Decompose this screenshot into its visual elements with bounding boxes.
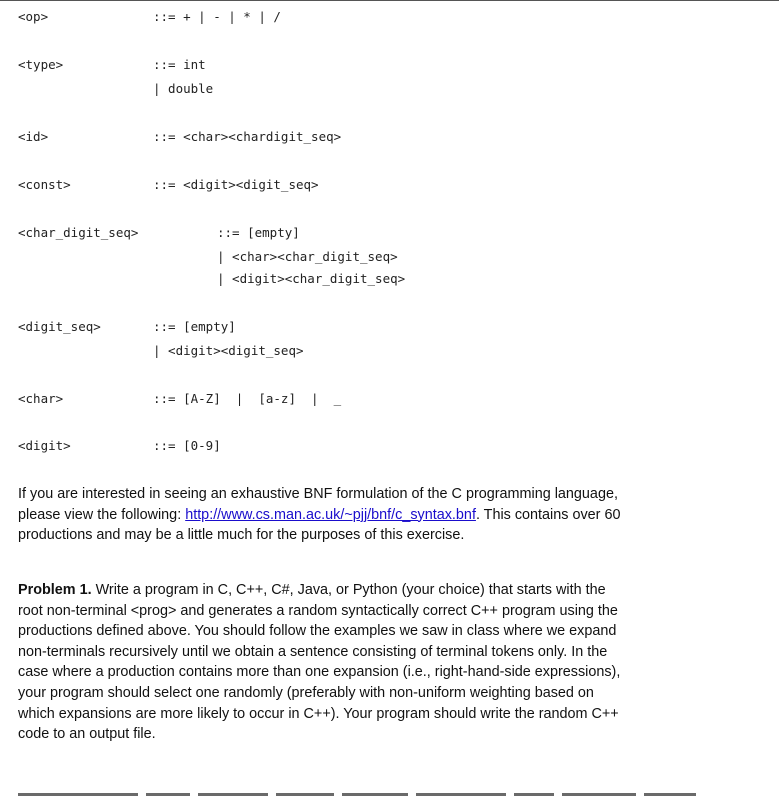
grammar-type-rhs-2: | double [153, 81, 214, 96]
top-border [0, 0, 779, 1]
grammar-char-lhs: <char> [18, 391, 64, 406]
bnf-syntax-link[interactable]: http://www.cs.man.ac.uk/~pjj/bnf/c_syntax.bnf [185, 506, 476, 523]
grammar-op-lhs: <op> [18, 9, 49, 24]
info-line-3: productions and may be a little much for the purposes of this exercise. [18, 527, 465, 544]
problem-paragraph [18, 580, 768, 745]
problem-line-4: non-terminals recursively until we obtain a sentence consisting of terminal tokens only. In the [18, 643, 608, 660]
grammar-digit-seq-rhs-2: | <digit><digit_seq> [153, 343, 304, 358]
grammar-const-lhs: <const> [18, 177, 71, 192]
grammar-const-rhs: ::= <digit><digit_seq> [153, 177, 319, 192]
grammar-id-lhs: <id> [18, 129, 49, 144]
problem-heading: Problem 1. [18, 582, 92, 598]
grammar-char-digit-seq-rhs-1: ::= [empty] [217, 225, 300, 240]
grammar-type-lhs: <type> [18, 57, 64, 72]
grammar-op-rhs: ::= + | - | * | / [153, 9, 281, 24]
grammar-digit-seq-lhs: <digit_seq> [18, 319, 101, 334]
grammar-digit-lhs: <digit> [18, 438, 71, 453]
grammar-char-rhs: ::= [A-Z] | [a-z] | _ [153, 391, 342, 406]
info-line-1: If you are interested in seeing an exhaustive BNF formulation of the C programming language, [18, 486, 618, 502]
cut-off-text-line [18, 783, 768, 797]
grammar-char-digit-seq-rhs-2: | <char><char_digit_seq> [217, 249, 398, 264]
problem-line-6: your program should select one randomly (preferably with non-uniform weighting based on [18, 684, 594, 701]
grammar-char-digit-seq-lhs: <char_digit_seq> [18, 225, 139, 240]
grammar-digit-rhs: ::= [0-9] [153, 438, 221, 453]
grammar-char-digit-seq-rhs-3: | <digit><char_digit_seq> [217, 271, 406, 286]
info-line-2-suffix: . This contains over 60 [475, 506, 621, 523]
info-line-2 [18, 505, 768, 526]
problem-line-3: productions defined above. You should follow the examples we saw in class where we expand [18, 623, 617, 640]
grammar-digit-seq-rhs-1: ::= [empty] [153, 319, 236, 334]
grammar-id-rhs: ::= <char><chardigit_seq> [153, 129, 342, 144]
grammar-type-rhs-1: ::= int [153, 57, 206, 72]
problem-line-1-text: Write a program in C, C++, C#, Java, or Python (your choice) that starts with the [91, 582, 606, 598]
info-paragraph [18, 484, 768, 546]
problem-line-2: root non-terminal <prog> and generates a random syntactically correct C++ program using the [18, 602, 618, 619]
problem-line-8: code to an output file. [18, 726, 156, 743]
problem-line-5: case where a production contains more than one expansion (i.e., right-hand-side expressions), [18, 664, 621, 681]
problem-line-1 [18, 580, 768, 601]
info-line-2-text: please view the following: [18, 506, 186, 523]
problem-line-7: which expansions are more likely to occur in C++). Your program should write the random C++ [18, 705, 619, 722]
